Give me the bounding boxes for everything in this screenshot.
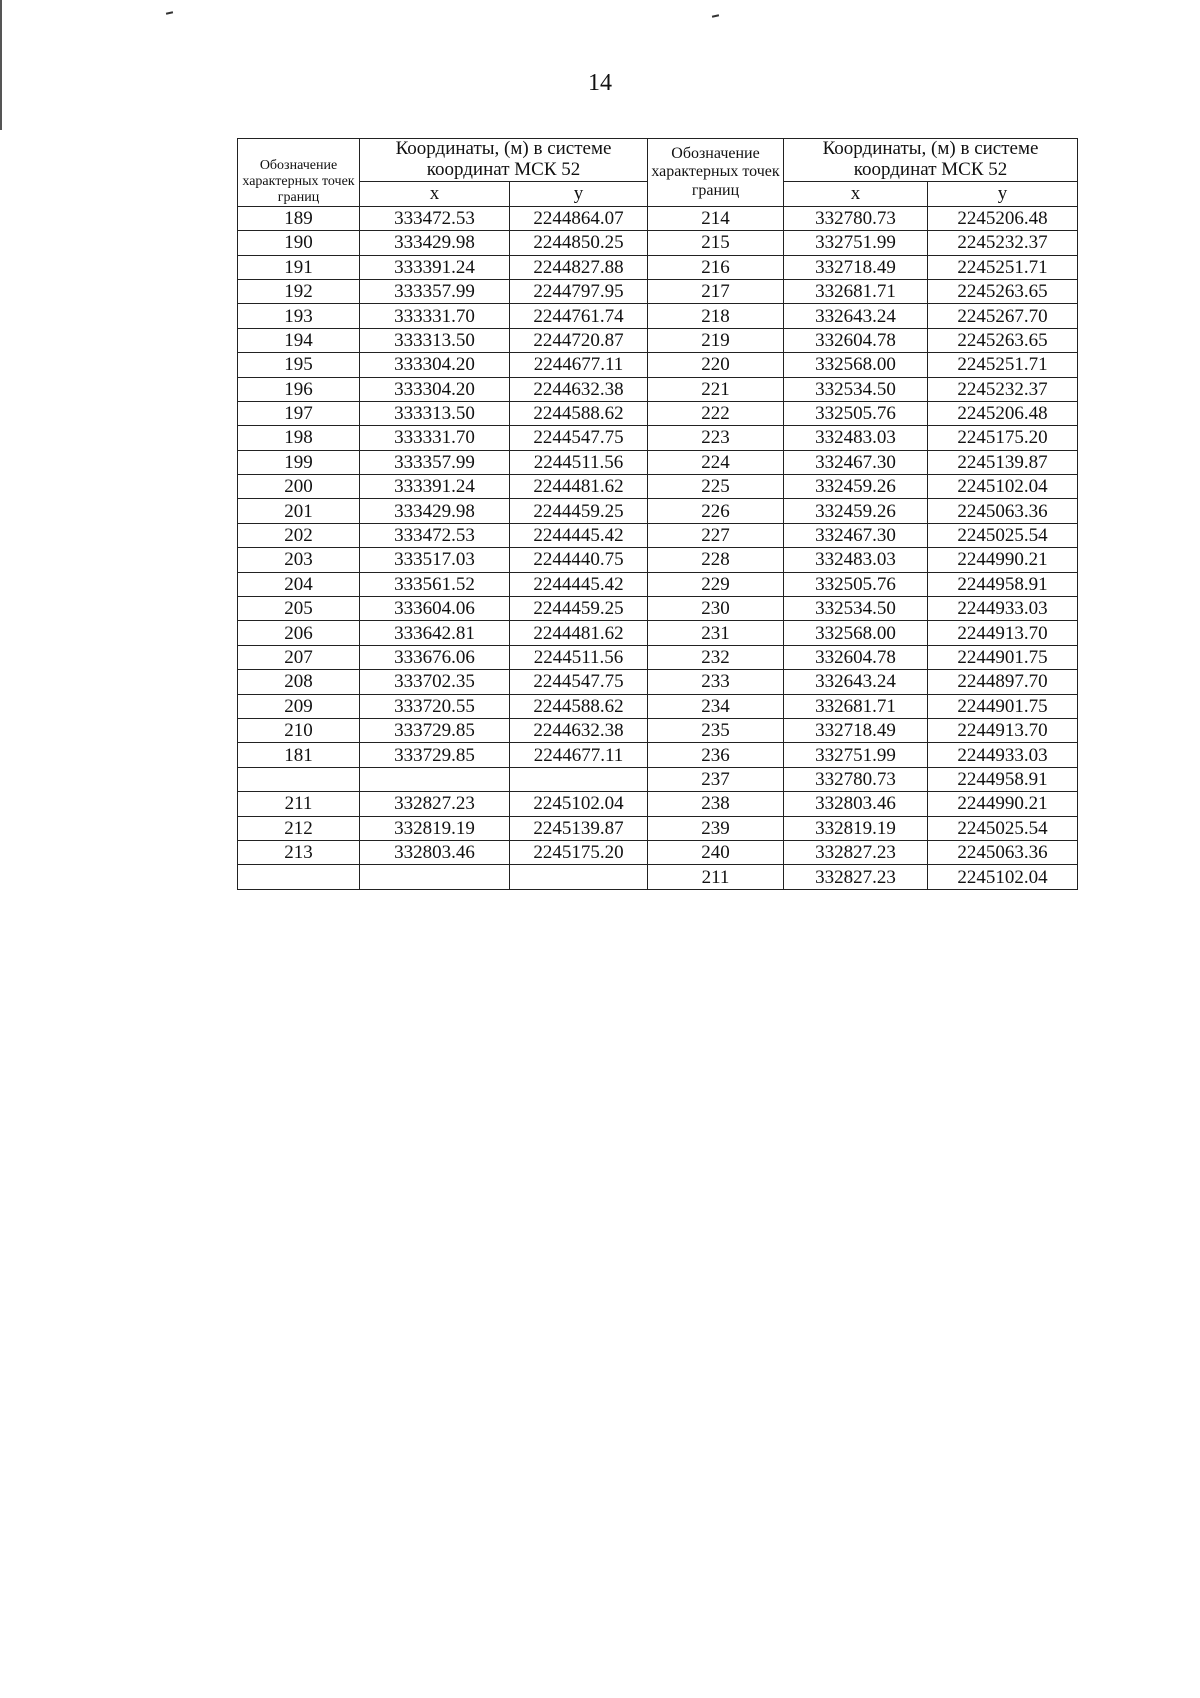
- right-x-coord-cell: 332568.00: [784, 353, 928, 377]
- right-y-coord-cell: 2245263.65: [928, 279, 1078, 303]
- right-point-id-cell: 224: [648, 450, 784, 474]
- left-point-id-cell: 213: [238, 840, 360, 864]
- left-y-coord-cell: 2244632.38: [510, 377, 648, 401]
- left-x-coord-cell: 332803.46: [360, 840, 510, 864]
- left-x-coord-cell: 333720.55: [360, 694, 510, 718]
- table-row: [238, 353, 1078, 377]
- left-y-coord-cell: 2244511.56: [510, 450, 648, 474]
- table-row: [238, 597, 1078, 621]
- right-x-coord-cell: 332467.30: [784, 450, 928, 474]
- left-x-coord-cell: 333357.99: [360, 450, 510, 474]
- left-x-coord-cell: 333391.24: [360, 255, 510, 279]
- left-point-id-cell: 206: [238, 621, 360, 645]
- right-x-coord-cell: 332681.71: [784, 279, 928, 303]
- left-point-id-cell: 201: [238, 499, 360, 523]
- y-header-right: y: [928, 181, 1078, 206]
- right-point-id-cell: 231: [648, 621, 784, 645]
- right-point-id-cell: 223: [648, 426, 784, 450]
- left-point-id-cell: 208: [238, 670, 360, 694]
- left-point-id-cell: 197: [238, 401, 360, 425]
- right-y-coord-cell: 2244958.91: [928, 767, 1078, 791]
- right-point-id-cell: 235: [648, 718, 784, 742]
- left-y-coord-cell: 2244850.25: [510, 231, 648, 255]
- left-y-coord-cell: 2244445.42: [510, 523, 648, 547]
- left-x-coord-cell: 332819.19: [360, 816, 510, 840]
- right-point-id-cell: 226: [648, 499, 784, 523]
- coordinates-table: [237, 138, 1078, 890]
- right-y-coord-cell: 2245206.48: [928, 206, 1078, 230]
- table-row: [238, 548, 1078, 572]
- right-y-coord-cell: 2245063.36: [928, 499, 1078, 523]
- right-y-coord-cell: 2244990.21: [928, 548, 1078, 572]
- right-x-coord-cell: 332534.50: [784, 597, 928, 621]
- right-y-coord-cell: 2245263.65: [928, 328, 1078, 352]
- left-y-coord-cell: 2244547.75: [510, 426, 648, 450]
- table-row: [238, 621, 1078, 645]
- left-x-coord-cell: [360, 865, 510, 889]
- right-point-id-cell: 238: [648, 792, 784, 816]
- left-x-coord-cell: [360, 767, 510, 791]
- right-x-coord-cell: 332827.23: [784, 840, 928, 864]
- left-y-coord-cell: 2244632.38: [510, 718, 648, 742]
- left-x-coord-cell: 333642.81: [360, 621, 510, 645]
- left-point-id-cell: [238, 865, 360, 889]
- right-y-coord-cell: 2245025.54: [928, 816, 1078, 840]
- left-x-coord-cell: 333676.06: [360, 645, 510, 669]
- table-row: [238, 523, 1078, 547]
- right-y-coord-cell: 2244958.91: [928, 572, 1078, 596]
- left-x-coord-cell: 333472.53: [360, 206, 510, 230]
- right-point-id-cell: 229: [648, 572, 784, 596]
- left-y-coord-cell: 2244481.62: [510, 475, 648, 499]
- right-point-id-cell: 222: [648, 401, 784, 425]
- scan-speck: [166, 11, 173, 14]
- left-y-coord-cell: 2244864.07: [510, 206, 648, 230]
- left-y-coord-cell: 2244459.25: [510, 499, 648, 523]
- right-y-coord-cell: 2245206.48: [928, 401, 1078, 425]
- table-row: [238, 499, 1078, 523]
- left-x-coord-cell: 333729.85: [360, 743, 510, 767]
- table-row: [238, 328, 1078, 352]
- table-row: [238, 670, 1078, 694]
- page-number: 14: [588, 70, 612, 96]
- right-point-id-cell: 216: [648, 255, 784, 279]
- right-x-coord-cell: 332604.78: [784, 645, 928, 669]
- right-x-coord-cell: 332681.71: [784, 694, 928, 718]
- right-x-coord-cell: 332459.26: [784, 475, 928, 499]
- left-point-id-cell: 191: [238, 255, 360, 279]
- right-x-coord-cell: 332780.73: [784, 206, 928, 230]
- right-point-id-cell: 228: [648, 548, 784, 572]
- right-x-coord-cell: 332751.99: [784, 231, 928, 255]
- table-row: [238, 718, 1078, 742]
- left-x-coord-cell: 333472.53: [360, 523, 510, 547]
- left-point-id-cell: 181: [238, 743, 360, 767]
- table-row: [238, 206, 1078, 230]
- left-x-coord-cell: 333561.52: [360, 572, 510, 596]
- right-y-coord-cell: 2245232.37: [928, 377, 1078, 401]
- right-x-coord-cell: 332819.19: [784, 816, 928, 840]
- left-x-coord-cell: 333331.70: [360, 426, 510, 450]
- table-body: [238, 206, 1078, 889]
- right-y-coord-cell: 2245267.70: [928, 304, 1078, 328]
- table-row: [238, 694, 1078, 718]
- left-point-id-cell: 193: [238, 304, 360, 328]
- left-x-coord-cell: 333313.50: [360, 401, 510, 425]
- coords-header-left: Координаты, (м) в системе координат МСК 52: [360, 139, 648, 182]
- left-point-id-cell: 205: [238, 597, 360, 621]
- left-y-coord-cell: [510, 767, 648, 791]
- left-x-coord-cell: 333304.20: [360, 377, 510, 401]
- right-y-coord-cell: 2244913.70: [928, 718, 1078, 742]
- right-y-coord-cell: 2245232.37: [928, 231, 1078, 255]
- x-header-left: x: [360, 181, 510, 206]
- table-row: [238, 377, 1078, 401]
- left-y-coord-cell: 2245102.04: [510, 792, 648, 816]
- right-point-id-cell: 234: [648, 694, 784, 718]
- left-y-coord-cell: 2244761.74: [510, 304, 648, 328]
- left-x-coord-cell: 332827.23: [360, 792, 510, 816]
- left-y-coord-cell: 2244511.56: [510, 645, 648, 669]
- right-x-coord-cell: 332467.30: [784, 523, 928, 547]
- left-y-coord-cell: 2244445.42: [510, 572, 648, 596]
- left-point-id-cell: 211: [238, 792, 360, 816]
- left-point-id-cell: 200: [238, 475, 360, 499]
- scan-edge-line: [0, 0, 2, 130]
- right-y-coord-cell: 2245063.36: [928, 840, 1078, 864]
- right-x-coord-cell: 332718.49: [784, 255, 928, 279]
- left-y-coord-cell: 2244677.11: [510, 353, 648, 377]
- table-row: [238, 840, 1078, 864]
- right-point-id-cell: 237: [648, 767, 784, 791]
- table-row: [238, 572, 1078, 596]
- right-x-coord-cell: 332803.46: [784, 792, 928, 816]
- left-y-coord-cell: 2245139.87: [510, 816, 648, 840]
- left-y-coord-cell: 2244588.62: [510, 401, 648, 425]
- table-row: [238, 475, 1078, 499]
- right-x-coord-cell: 332568.00: [784, 621, 928, 645]
- right-x-coord-cell: 332505.76: [784, 572, 928, 596]
- left-x-coord-cell: 333429.98: [360, 231, 510, 255]
- left-point-id-cell: [238, 767, 360, 791]
- left-point-id-cell: 192: [238, 279, 360, 303]
- left-y-coord-cell: 2244459.25: [510, 597, 648, 621]
- right-x-coord-cell: 332483.03: [784, 548, 928, 572]
- right-y-coord-cell: 2245025.54: [928, 523, 1078, 547]
- left-point-id-cell: 207: [238, 645, 360, 669]
- right-point-id-cell: 219: [648, 328, 784, 352]
- right-x-coord-cell: 332505.76: [784, 401, 928, 425]
- left-x-coord-cell: 333729.85: [360, 718, 510, 742]
- right-y-coord-cell: 2245251.71: [928, 255, 1078, 279]
- right-x-coord-cell: 332827.23: [784, 865, 928, 889]
- left-y-coord-cell: 2244440.75: [510, 548, 648, 572]
- right-x-coord-cell: 332643.24: [784, 304, 928, 328]
- left-x-coord-cell: 333391.24: [360, 475, 510, 499]
- right-y-coord-cell: 2245139.87: [928, 450, 1078, 474]
- x-header-right: x: [784, 181, 928, 206]
- table-row: [238, 279, 1078, 303]
- left-point-id-cell: 196: [238, 377, 360, 401]
- right-x-coord-cell: 332751.99: [784, 743, 928, 767]
- right-y-coord-cell: 2244897.70: [928, 670, 1078, 694]
- point-label-header-right: Обозначение характерных точек границ: [648, 139, 784, 207]
- right-point-id-cell: 236: [648, 743, 784, 767]
- left-y-coord-cell: [510, 865, 648, 889]
- right-point-id-cell: 240: [648, 840, 784, 864]
- table-header: [238, 139, 1078, 207]
- left-point-id-cell: 189: [238, 206, 360, 230]
- left-y-coord-cell: 2244720.87: [510, 328, 648, 352]
- left-x-coord-cell: 333702.35: [360, 670, 510, 694]
- left-point-id-cell: 203: [238, 548, 360, 572]
- point-label-header-left: Обозначение характерных точек границ: [238, 139, 360, 207]
- left-y-coord-cell: 2245175.20: [510, 840, 648, 864]
- right-point-id-cell: 215: [648, 231, 784, 255]
- table-row: [238, 426, 1078, 450]
- left-point-id-cell: 212: [238, 816, 360, 840]
- right-y-coord-cell: 2244990.21: [928, 792, 1078, 816]
- left-y-coord-cell: 2244797.95: [510, 279, 648, 303]
- table-row: [238, 792, 1078, 816]
- right-x-coord-cell: 332459.26: [784, 499, 928, 523]
- left-point-id-cell: 194: [238, 328, 360, 352]
- left-x-coord-cell: 333517.03: [360, 548, 510, 572]
- left-x-coord-cell: 333331.70: [360, 304, 510, 328]
- right-y-coord-cell: 2244913.70: [928, 621, 1078, 645]
- table-row: [238, 450, 1078, 474]
- left-point-id-cell: 198: [238, 426, 360, 450]
- right-point-id-cell: 232: [648, 645, 784, 669]
- right-x-coord-cell: 332604.78: [784, 328, 928, 352]
- right-x-coord-cell: 332780.73: [784, 767, 928, 791]
- table-row: [238, 767, 1078, 791]
- right-y-coord-cell: 2245175.20: [928, 426, 1078, 450]
- table-row: [238, 401, 1078, 425]
- left-point-id-cell: 202: [238, 523, 360, 547]
- right-x-coord-cell: 332643.24: [784, 670, 928, 694]
- coords-header-right: Координаты, (м) в системе координат МСК 52: [784, 139, 1078, 182]
- left-x-coord-cell: 333313.50: [360, 328, 510, 352]
- table-row: [238, 255, 1078, 279]
- left-point-id-cell: 195: [238, 353, 360, 377]
- left-point-id-cell: 209: [238, 694, 360, 718]
- left-y-coord-cell: 2244481.62: [510, 621, 648, 645]
- left-y-coord-cell: 2244827.88: [510, 255, 648, 279]
- right-point-id-cell: 239: [648, 816, 784, 840]
- table-row: [238, 816, 1078, 840]
- left-point-id-cell: 199: [238, 450, 360, 474]
- right-y-coord-cell: 2244933.03: [928, 743, 1078, 767]
- left-x-coord-cell: 333304.20: [360, 353, 510, 377]
- left-x-coord-cell: 333429.98: [360, 499, 510, 523]
- left-x-coord-cell: 333357.99: [360, 279, 510, 303]
- right-point-id-cell: 214: [648, 206, 784, 230]
- table-row: [238, 231, 1078, 255]
- right-point-id-cell: 225: [648, 475, 784, 499]
- left-y-coord-cell: 2244588.62: [510, 694, 648, 718]
- table-row: [238, 304, 1078, 328]
- right-point-id-cell: 218: [648, 304, 784, 328]
- right-y-coord-cell: 2244933.03: [928, 597, 1078, 621]
- y-header-left: y: [510, 181, 648, 206]
- left-x-coord-cell: 333604.06: [360, 597, 510, 621]
- right-point-id-cell: 220: [648, 353, 784, 377]
- table-row: [238, 743, 1078, 767]
- right-x-coord-cell: 332534.50: [784, 377, 928, 401]
- right-y-coord-cell: 2244901.75: [928, 645, 1078, 669]
- right-y-coord-cell: 2245251.71: [928, 353, 1078, 377]
- right-point-id-cell: 233: [648, 670, 784, 694]
- left-point-id-cell: 204: [238, 572, 360, 596]
- left-y-coord-cell: 2244547.75: [510, 670, 648, 694]
- right-point-id-cell: 227: [648, 523, 784, 547]
- scan-speck: [712, 14, 719, 17]
- right-point-id-cell: 211: [648, 865, 784, 889]
- right-x-coord-cell: 332718.49: [784, 718, 928, 742]
- left-y-coord-cell: 2244677.11: [510, 743, 648, 767]
- right-x-coord-cell: 332483.03: [784, 426, 928, 450]
- table-row: [238, 645, 1078, 669]
- left-point-id-cell: 210: [238, 718, 360, 742]
- right-y-coord-cell: 2244901.75: [928, 694, 1078, 718]
- left-point-id-cell: 190: [238, 231, 360, 255]
- right-point-id-cell: 221: [648, 377, 784, 401]
- right-y-coord-cell: 2245102.04: [928, 865, 1078, 889]
- right-point-id-cell: 217: [648, 279, 784, 303]
- right-y-coord-cell: 2245102.04: [928, 475, 1078, 499]
- table-row: [238, 865, 1078, 889]
- right-point-id-cell: 230: [648, 597, 784, 621]
